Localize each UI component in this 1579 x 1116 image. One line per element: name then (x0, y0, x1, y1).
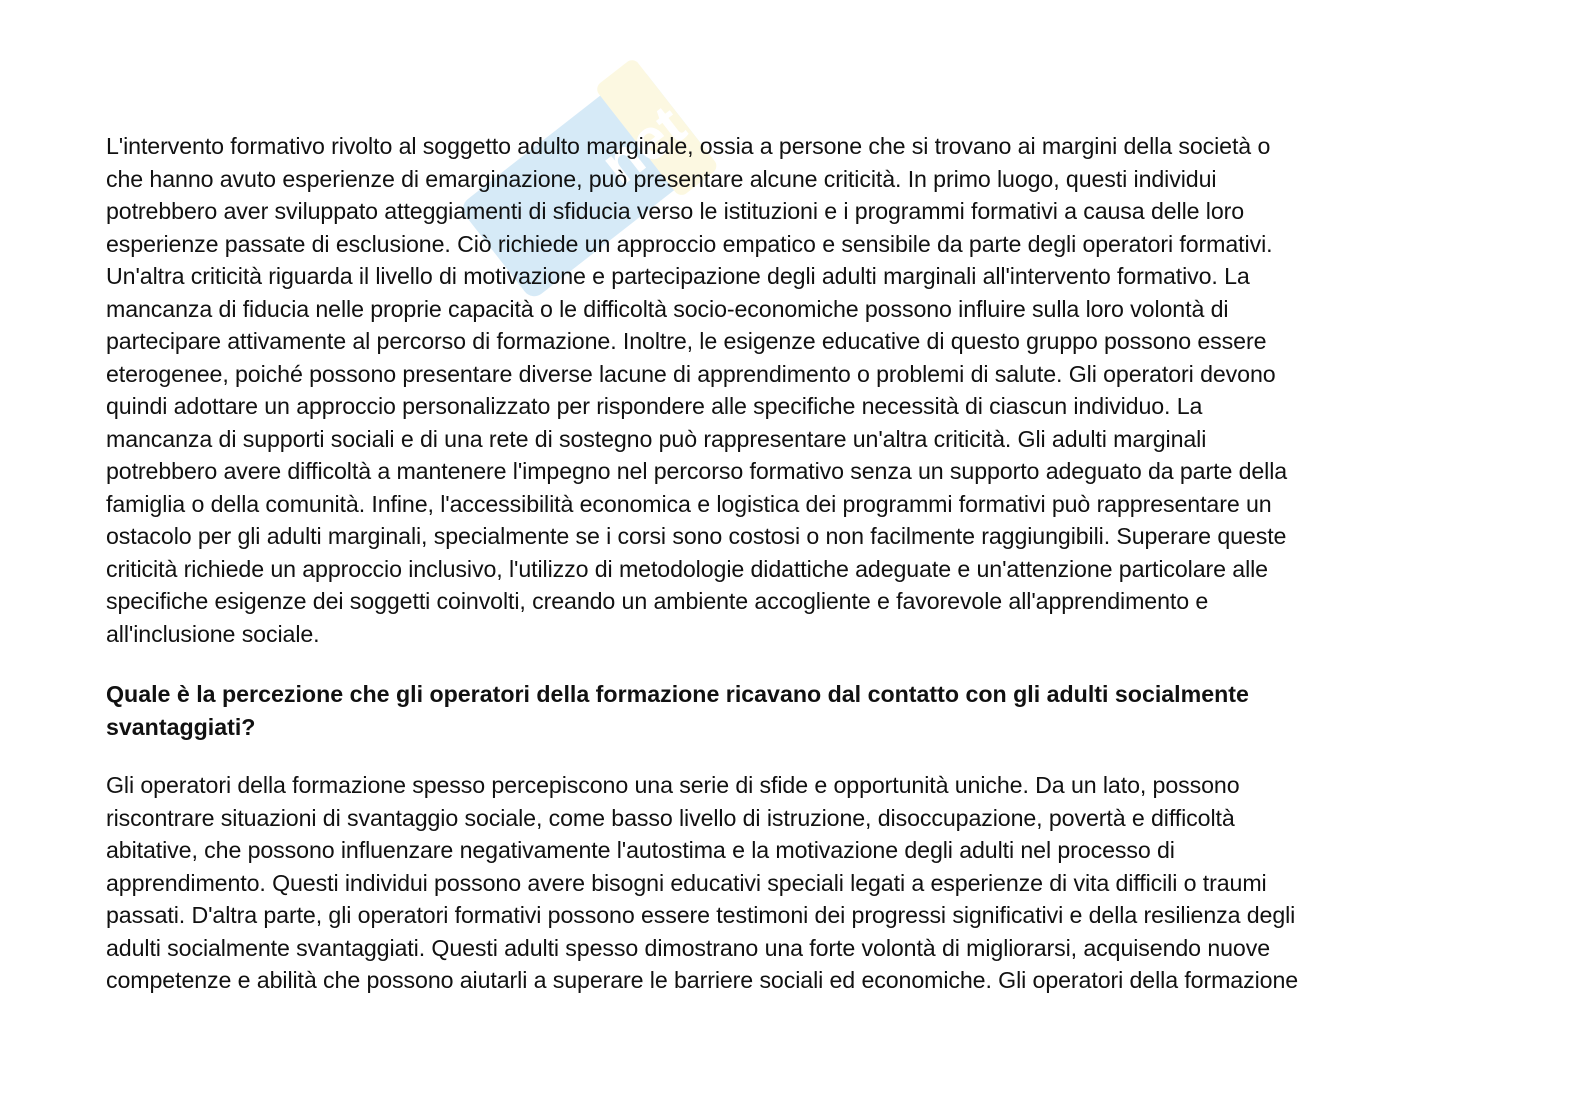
watermark-logo-text: net (588, 92, 698, 198)
question-heading: Quale è la percezione che gli operatori della formazione ricavano dal contatto con gli adulti socialmente svantaggiati? (106, 681, 1249, 740)
paragraph-marginal-adults: L'intervento formativo rivolto al soggetto adulto marginale, ossia a persone che si trovano ai margini della società o che hanno avuto esperienze di emarginazione, può presentare alcune criticità. In primo luogo, questi individui potrebbero aver sviluppato atteggiamenti di sfiducia verso le istituzioni e i programmi formativi a causa delle loro esperienze passate di esclusione. Ciò richiede un approccio empatico e sensibile da parte degli operatori formativi. Un'altra criticità riguarda il livello di motivazione e partecipazione degli adulti marginali all'intervento formativo. La mancanza di fiducia nelle proprie capacità o le difficoltà socio-economiche possono influire sulla loro volontà di partecipare attivamente al percorso di formazione. Inoltre, le esigenze educative di questo gruppo possono essere eterogenee, poiché possono presentare diverse lacune di apprendimento o problemi di salute. Gli operatori devono quindi adottare un approccio personalizzato per rispondere alle specifiche necessità di ciascun individuo. La mancanza di supporti sociali e di una rete di sostegno può rappresentare un'altra criticità. Gli adulti marginali potrebbero avere difficoltà a mantenere l'impegno nel percorso formativo senza un supporto adeguato da parte della famiglia o della comunità. Infine, l'accessibilità economica e logistica dei programmi formativi può rappresentare un ostacolo per gli adulti marginali, specialmente se i corsi sono costosi o non facilmente raggiungibili. Superare queste criticità richiede un approccio inclusivo, l'utilizzo di metodologie didattiche adeguate e un'attenzione particolare alle specifiche esigenze dei soggetti coinvolti, creando un ambiente accogliente e favorevole all'apprendimento e all'inclusione sociale. (106, 133, 1288, 647)
document-content (106, 130, 1476, 997)
paragraph-operators-perception: Gli operatori della formazione spesso percepiscono una serie di sfide e opportunità uniche. Da un lato, possono riscontrare situazioni di svantaggio sociale, come basso livello di istruzione, disoccupazione, povertà e difficoltà abitative, che possono influenzare negativamente l'autostima e la motivazione degli adulti nel processo di apprendimento. Questi individui possono avere bisogni educativi speciali legati a esperienze di vita difficili o traumi passati. D'altra parte, gli operatori formativi possono essere testimoni dei progressi significativi e della resilienza degli adulti socialmente svantaggiati. Questi adulti spesso dimostrano una forte volontà di migliorarsi, acquisendo nuove competenze e abilità che possono aiutarli a superare le barriere sociali ed economiche. Gli operatori della formazione (106, 772, 1299, 993)
